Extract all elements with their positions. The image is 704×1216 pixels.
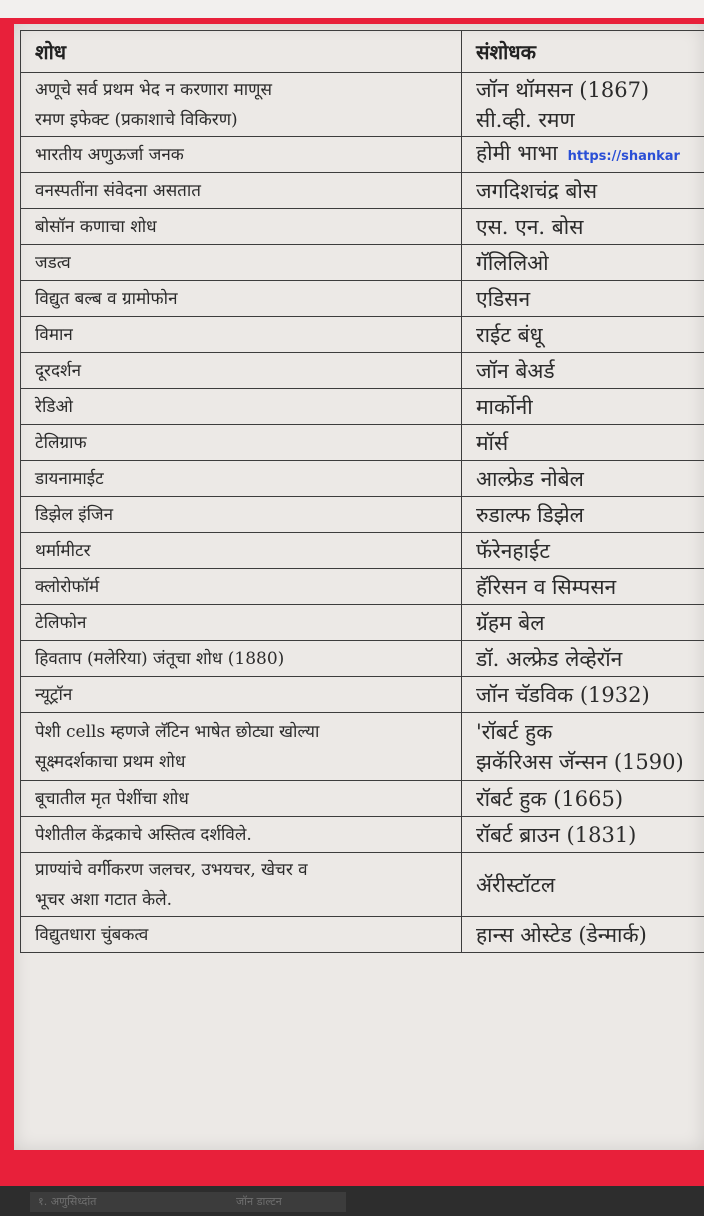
scientist-cell <box>462 497 704 533</box>
scientist-cell <box>462 569 704 605</box>
table-body <box>21 73 704 953</box>
discovery-cell <box>21 569 462 605</box>
table-row <box>21 641 704 677</box>
scientist-text <box>476 870 704 900</box>
discovery-text: दूरदर्शन <box>35 360 82 381</box>
scientist-text <box>476 784 704 814</box>
discovery-text: न्यूट्रॉन <box>35 684 73 705</box>
scientist-cell <box>462 389 704 425</box>
discovery-cell <box>21 461 462 497</box>
table-row <box>21 209 704 245</box>
discovery-text: जडत्व <box>35 252 71 273</box>
scientist-name: एडिसन <box>476 286 531 311</box>
table-row <box>21 425 704 461</box>
table-row <box>21 853 704 917</box>
discovery-cell <box>21 209 462 245</box>
discovery-cell <box>21 713 462 781</box>
discovery-text: पेशी cells म्हणजे लॅटिन भाषेत छोट्या खोल्या <box>35 721 320 742</box>
scientist-name: जॉन चॅडविक (1932) <box>476 682 650 707</box>
scientist-name: जॉन थॉमसन (1867) <box>476 77 650 102</box>
discovery-cell <box>21 173 462 209</box>
scientist-text <box>476 284 704 314</box>
scientist-cell <box>462 73 704 137</box>
discovery-text: टेलिग्राफ <box>35 432 87 453</box>
scientist-name: रॉबर्ट हुक (1665) <box>476 786 624 811</box>
discovery-text: विमान <box>35 324 73 345</box>
scientist-cell <box>462 137 704 173</box>
table-row <box>21 461 704 497</box>
discovery-cell <box>21 497 462 533</box>
bottom-strip <box>0 1186 704 1216</box>
discovery-text: भारतीय अणुऊर्जा जनक <box>35 144 184 165</box>
table-header-row <box>21 31 704 73</box>
scientist-text <box>476 536 704 566</box>
scientist-text <box>476 75 704 105</box>
scientist-cell <box>462 425 704 461</box>
scientist-cell <box>462 713 704 781</box>
table-row <box>21 317 704 353</box>
scientist-cell <box>462 353 704 389</box>
scientist-cell <box>462 781 704 817</box>
discovery-text: हिवताप (मलेरिया) जंतूचा शोध (1880) <box>35 648 285 669</box>
scientist-cell <box>462 817 704 853</box>
scientist-name: रुडाल्फ डिझेल <box>476 502 584 527</box>
discovery-text: बोसॉन कणाचा शोध <box>35 216 157 237</box>
scientist-text <box>476 464 704 494</box>
discovery-text: थर्मामीटर <box>35 540 91 561</box>
scientist-cell <box>462 281 704 317</box>
scientist-cell <box>462 209 704 245</box>
table-row <box>21 605 704 641</box>
scientist-cell <box>462 677 704 713</box>
top-bar <box>0 0 704 18</box>
scientist-name: गॅलिलिओ <box>476 250 549 275</box>
discovery-text: रमण इफेक्ट (प्रकाशाचे विकिरण) <box>35 109 238 130</box>
scientist-name: ग्रॅहम बेल <box>476 610 545 635</box>
table-row <box>21 73 704 137</box>
table-row <box>21 389 704 425</box>
watermark-url: https://shankar <box>567 148 680 164</box>
table-row <box>21 245 704 281</box>
scientist-name: फॅरेनहाईट <box>476 538 550 563</box>
discovery-text: टेलिफोन <box>35 612 87 633</box>
scientist-cell <box>462 317 704 353</box>
discovery-cell <box>21 317 462 353</box>
document-page <box>14 24 704 1150</box>
scientist-text <box>476 212 704 242</box>
scientist-name: 'रॉबर्ट हुक <box>476 719 553 744</box>
table-row <box>21 137 704 173</box>
scientist-text <box>476 717 704 747</box>
table-row <box>21 569 704 605</box>
header-scientist: संशोधक <box>462 31 704 73</box>
discovery-text: क्लोरोफॉर्म <box>35 576 100 597</box>
scientist-cell <box>462 173 704 209</box>
scientist-text <box>476 392 704 422</box>
table-row <box>21 173 704 209</box>
discovery-text: सूक्ष्मदर्शकाचा प्रथम शोध <box>35 751 186 772</box>
table-row <box>21 917 704 953</box>
discovery-cell <box>21 781 462 817</box>
discovery-text: रेडिओ <box>35 396 73 417</box>
table-row <box>21 677 704 713</box>
scientist-name: मॉर्स <box>476 430 509 455</box>
discovery-text: डिझेल इंजिन <box>35 504 114 525</box>
scientist-name: आल्फ्रेड नोबेल <box>476 466 584 491</box>
scientist-name: डॉ. अल्फ्रेड लेव्हेरॉन <box>476 646 623 671</box>
discovery-cell <box>21 353 462 389</box>
bottom-cell-2: जॉन डाल्टन <box>228 1192 346 1212</box>
bottom-cell-1: १. अणुसिध्दांत <box>30 1192 228 1212</box>
scientist-cell <box>462 853 704 917</box>
scientist-name: होमी भाभा <box>476 140 558 165</box>
scientist-text <box>476 608 704 638</box>
discovery-text: डायनामाईट <box>35 468 104 489</box>
discovery-text: अणूचे सर्व प्रथम भेद न करणारा माणूस <box>35 79 272 100</box>
table-row <box>21 353 704 389</box>
discovery-cell <box>21 677 462 713</box>
discovery-cell <box>21 73 462 137</box>
discovery-text: पेशीतील केंद्रकाचे अस्तित्व दर्शविले. <box>35 824 252 845</box>
discovery-cell <box>21 533 462 569</box>
scientist-text <box>476 248 704 278</box>
scientist-text <box>476 176 704 206</box>
scientist-text <box>476 500 704 530</box>
scientist-cell <box>462 245 704 281</box>
scientist-name: एस. एन. बोस <box>476 214 584 239</box>
scientist-text <box>476 747 704 777</box>
scientist-text <box>476 320 704 350</box>
discovery-cell <box>21 281 462 317</box>
discovery-text: विद्युतधारा चुंबकत्व <box>35 924 149 945</box>
discovery-cell <box>21 389 462 425</box>
scientist-text <box>476 105 704 135</box>
discovery-text: विद्युत बल्ब व ग्रामोफोन <box>35 288 178 309</box>
scientist-text <box>476 428 704 458</box>
scientist-text <box>476 920 704 950</box>
scientist-text <box>476 356 704 386</box>
table-row <box>21 281 704 317</box>
discovery-text: भूचर अशा गटात केले. <box>35 889 173 910</box>
scientist-name: ॲरीस्टॉटल <box>476 872 556 897</box>
discovery-text: प्राण्यांचे वर्गीकरण जलचर, उभयचर, खेचर व <box>35 859 308 880</box>
scientist-text <box>476 644 704 674</box>
scientist-name: हॅरिसन व सिम्पसन <box>476 574 617 599</box>
discovery-text: बूचातील मृत पेशींचा शोध <box>35 788 189 809</box>
discovery-cell <box>21 641 462 677</box>
scientist-name: सी.व्ही. रमण <box>476 107 575 132</box>
scientist-name: जगदिशचंद्र बोस <box>476 178 598 203</box>
scientist-name: जॉन बेअर्ड <box>476 358 555 383</box>
table-row <box>21 817 704 853</box>
discovery-cell <box>21 817 462 853</box>
scientist-text <box>476 572 704 602</box>
discovery-cell <box>21 853 462 917</box>
scientist-name: मार्कोनी <box>476 394 533 419</box>
table-row <box>21 713 704 781</box>
scientist-name: झकॅरिअस जॅन्सन (1590) <box>476 749 684 774</box>
table-row <box>21 781 704 817</box>
discovery-cell <box>21 137 462 173</box>
scientist-name: रॉबर्ट ब्राउन (1831) <box>476 822 637 847</box>
scientist-name: हान्स ओस्टेड (डेन्मार्क) <box>476 922 647 947</box>
discovery-text: वनस्पतींना संवेदना असतात <box>35 180 201 201</box>
discovery-cell <box>21 425 462 461</box>
scientist-text <box>476 820 704 850</box>
discovery-cell <box>21 245 462 281</box>
scientist-cell <box>462 917 704 953</box>
scientist-name: राईट बंधू <box>476 322 543 347</box>
header-discovery: शोध <box>21 31 462 73</box>
scientist-cell <box>462 461 704 497</box>
table-row <box>21 497 704 533</box>
scientist-cell <box>462 605 704 641</box>
discoveries-table <box>20 30 704 953</box>
scientist-cell <box>462 641 704 677</box>
scientist-cell <box>462 533 704 569</box>
scientist-text <box>476 138 704 172</box>
discovery-cell <box>21 605 462 641</box>
scientist-text <box>476 680 704 710</box>
table-row <box>21 533 704 569</box>
discovery-cell <box>21 917 462 953</box>
